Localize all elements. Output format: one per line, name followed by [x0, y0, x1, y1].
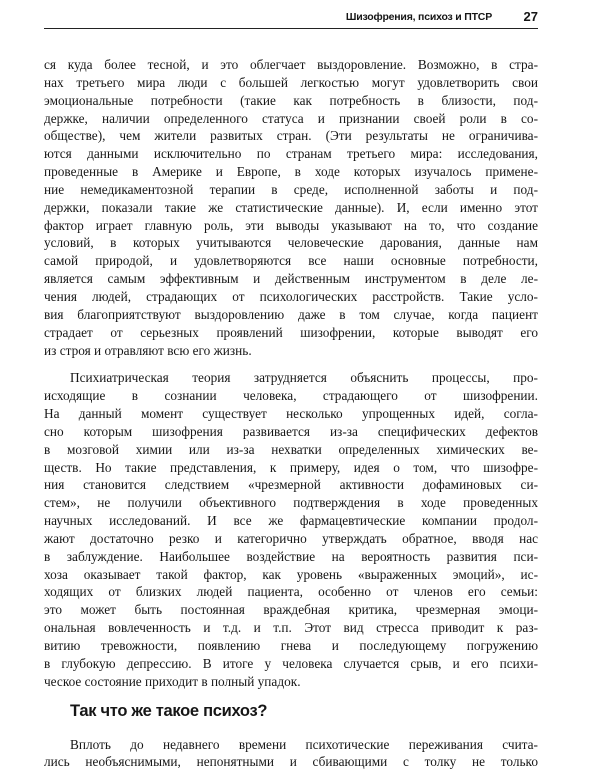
- running-header-title: Шизофрения, психоз и ПТСР: [345, 11, 492, 23]
- text-line: ние немедикаментозной терапии в среде, исполненной заботы и под-: [44, 181, 538, 197]
- text-line: витию тревожности, появлению гнева и последующему погружению: [44, 638, 538, 653]
- text-line: На данный момент существует несколько упрощенных идей, согла-: [44, 406, 538, 422]
- text-line: в заблуждение. Наибольшее воздействие на вероятность развития пси-: [44, 548, 538, 564]
- text-line: ются данными исключительно по странам третьего мира: исследования,: [44, 146, 538, 162]
- text-line: стем», не получили объективного подтверждения в ходе проведенных: [44, 495, 538, 511]
- text-line: ональная вовлеченность и т.д. и т.п. Этот вид стресса приводит к раз-: [44, 620, 538, 636]
- text-line: лись необъяснимыми, непонятными и сбивающими с толку не только: [44, 754, 538, 770]
- text-line: самой природой, и удовлетворяются все наши основные потребности,: [44, 253, 538, 269]
- text-line: из строя и отравляют всю его жизнь.: [44, 342, 252, 358]
- text-line: эмоциональные потребности (такие как потребность в близости, под-: [44, 92, 538, 108]
- running-header: [44, 10, 538, 29]
- text-line: ния становится следствием «чрезмерной активности дофаминовых си-: [44, 477, 538, 493]
- text-line: обществе), чем жители развитых стран. (Эти результаты не ограничива-: [44, 128, 538, 144]
- text-line: Психиатрическая теория затрудняется объяснить процессы, про-: [70, 370, 538, 386]
- section-heading: Так что же такое психоз?: [70, 701, 268, 720]
- text-line: вия благоприятствуют выздоровлению даже в том случае, когда пациент: [44, 306, 538, 322]
- text-line: держке, наличии определенного статуса и признании своей роли в со-: [44, 110, 538, 126]
- paragraph-2: [44, 369, 538, 690]
- text-line: сно которым шизофрения развивается из-за специфических дефектов: [44, 423, 538, 439]
- text-line: нах третьего мира люди с большей легкостью могут удовлетворить свои: [44, 74, 538, 90]
- paragraph-1: [44, 56, 538, 359]
- text-line: ся куда более тесной, и это облегчает выздоровление. Возможно, в стра-: [44, 57, 538, 72]
- text-line: это может быть постоянная враждебная критика, чрезмерная эмоци-: [44, 602, 538, 618]
- text-line: исходящие в сознании человека, страдающего от шизофрении.: [44, 388, 538, 404]
- text-line: проведенные в Америке и Европе, в ходе которых изучалось примене-: [44, 164, 538, 180]
- text-line: жают достаточно резко и категорично утверждать обратное, вводя нас: [44, 530, 538, 546]
- text-line: фактор играет главную роль, эти выводы указывают на то, что создание: [44, 217, 538, 233]
- text-line: страдает от серьезных проявлений шизофрении, которые выводят его: [44, 324, 538, 340]
- text-line: является самым эффективным и действенным инструментом в деле ле-: [44, 271, 538, 287]
- text-line: ществ. Но такие представления, к примеру, идея о том, что шизофре-: [44, 459, 538, 475]
- text-line: ческое состояние приходит в полный упадок.: [44, 673, 301, 689]
- text-line: ходящих от близких людей пациента, особенно от членов его семьи:: [44, 584, 538, 600]
- text-line: в глубокую депрессию. В итоге у человека случается срыв, и его психи-: [44, 655, 538, 671]
- body-text: [44, 56, 538, 771]
- text-line: хоза оказывает такой фактор, как уровень «выраженных эмоций», ис-: [44, 566, 538, 582]
- text-line: Вплоть до недавнего времени психотические переживания счита-: [70, 736, 538, 752]
- text-line: в мозговой химии или из-за нехватки определенных химических ве-: [44, 441, 538, 457]
- paragraph-spacer: [44, 359, 538, 369]
- text-line: держки, показали такие же статистические данные). И, если именно этот: [44, 199, 538, 215]
- text-line: условий, в которых учитываются человеческие дарования, данные нам: [44, 235, 538, 251]
- text-line: научных исследований. И все же фармацевтические компании продол-: [44, 513, 538, 529]
- text-line: чения людей, страдающих от психологических расстройств. Такие усло-: [44, 288, 538, 304]
- paragraph-3: [44, 736, 538, 771]
- page-number: 27: [523, 9, 538, 24]
